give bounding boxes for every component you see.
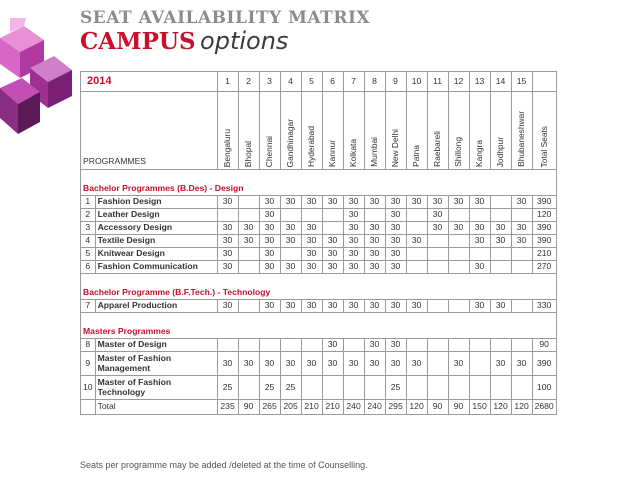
seat-value: 30 [301,235,322,248]
seat-value: 30 [490,222,511,235]
seat-value [511,248,532,261]
programme-row [81,222,557,235]
seat-value [406,222,427,235]
column-number-blank [532,72,556,92]
programme-name: Fashion Design [95,196,217,209]
seat-value [469,352,490,376]
seat-value: 30 [301,222,322,235]
city-header-cell [343,92,364,170]
city-header-label: Bhubaneshwar [516,111,527,167]
programme-total: 390 [532,235,556,248]
seat-value [448,209,469,222]
title-campus: CAMPUS [80,28,196,55]
title-options: options [200,27,289,55]
seat-value: 30 [511,196,532,209]
seat-value: 30 [427,222,448,235]
seat-value [322,376,343,400]
city-header-cell [217,92,238,170]
programme-index: 10 [81,376,96,400]
city-header-label: Patna [411,145,422,167]
seat-value: 30 [259,222,280,235]
programme-row [81,352,557,376]
programmes-label: PROGRAMMES [81,92,218,170]
programme-index: 9 [81,352,96,376]
seat-value: 30 [469,196,490,209]
seat-value [490,248,511,261]
city-header-label: Kannur [327,139,338,167]
city-header-cell [301,92,322,170]
city-header-label: Bhopal [243,140,254,167]
city-header-label: Mumbai [369,137,380,167]
seat-value [490,261,511,274]
seat-value: 30 [490,235,511,248]
seat-value [511,339,532,352]
seat-value: 30 [406,235,427,248]
column-total: 265 [259,400,280,415]
seat-value: 30 [490,352,511,376]
seat-value [217,209,238,222]
seat-value [238,248,259,261]
seat-value [280,248,301,261]
column-total: 90 [238,400,259,415]
seat-value: 30 [280,261,301,274]
seat-value: 30 [385,261,406,274]
seat-value: 30 [406,300,427,313]
seat-value [511,300,532,313]
seat-value: 30 [238,235,259,248]
programme-row [81,261,557,274]
seat-value: 30 [280,235,301,248]
programme-index: 6 [81,261,96,274]
seat-value: 30 [469,300,490,313]
seat-value: 30 [385,209,406,222]
column-number: 1 [217,72,238,92]
seat-value: 25 [385,376,406,400]
seat-value: 30 [364,261,385,274]
seat-value [490,376,511,400]
seat-value: 30 [364,235,385,248]
city-header-cell [469,92,490,170]
seat-value [406,209,427,222]
seat-value [448,300,469,313]
column-total: 120 [406,400,427,415]
seat-value [511,261,532,274]
seat-value: 30 [364,248,385,261]
seat-value: 30 [385,339,406,352]
seat-value: 30 [217,222,238,235]
city-header-label: Chennai [264,135,275,167]
seat-value [364,376,385,400]
seat-value [511,209,532,222]
seat-value: 30 [280,300,301,313]
seat-matrix-table [80,71,557,415]
page-title [80,27,288,55]
seat-value [448,261,469,274]
seat-value: 30 [448,352,469,376]
city-header-label: Jodhpur [495,136,506,167]
column-total: 240 [343,400,364,415]
seat-value: 30 [217,196,238,209]
seat-value: 30 [322,196,343,209]
seat-value [343,376,364,400]
programme-name: Master of Fashion Management [95,352,217,376]
seat-value: 30 [280,196,301,209]
programme-row [81,209,557,222]
programme-row [81,300,557,313]
city-header-label: Kolkata [348,139,359,167]
city-header-cell [259,92,280,170]
seat-value: 30 [427,209,448,222]
seat-value: 30 [385,235,406,248]
programme-row [81,235,557,248]
seat-value: 30 [511,352,532,376]
grand-total: 2680 [532,400,556,415]
seat-value [469,376,490,400]
seat-value: 30 [406,352,427,376]
seat-value: 30 [343,209,364,222]
total-row [81,400,557,415]
city-header-cell [385,92,406,170]
seat-value: 30 [322,261,343,274]
programme-index: 7 [81,300,96,313]
seat-value: 30 [259,352,280,376]
programme-total: 210 [532,248,556,261]
column-total: 90 [448,400,469,415]
programme-row [81,248,557,261]
section-header-row [81,274,557,300]
seat-value: 30 [259,196,280,209]
city-header-cell [490,92,511,170]
seat-value: 30 [217,352,238,376]
seat-value [301,339,322,352]
seat-value: 30 [259,235,280,248]
seat-value: 30 [469,235,490,248]
seat-value [238,376,259,400]
programme-index: 1 [81,196,96,209]
seat-value [469,339,490,352]
year-label: 2014 [81,72,218,92]
column-total: 205 [280,400,301,415]
column-total: 120 [490,400,511,415]
programme-index: 4 [81,235,96,248]
seat-value [238,261,259,274]
seat-value [322,209,343,222]
programme-name: Textile Design [95,235,217,248]
city-header-label: Bengaluru [222,128,233,167]
column-number: 12 [448,72,469,92]
seat-value [490,209,511,222]
seat-value: 30 [343,300,364,313]
programme-index: 2 [81,209,96,222]
section-title: Masters Programmes [81,313,557,339]
seat-value [427,248,448,261]
column-number: 4 [280,72,301,92]
seat-value: 30 [385,196,406,209]
seat-value: 30 [217,248,238,261]
footnote: Seats per programme may be added /deleted at the time of Counselling. [80,460,368,470]
seat-value [448,248,469,261]
seat-value: 30 [217,300,238,313]
seat-value [448,235,469,248]
seat-value: 30 [301,248,322,261]
column-number: 9 [385,72,406,92]
column-number: 15 [511,72,532,92]
programme-name: Fashion Communication [95,261,217,274]
city-header-cell [427,92,448,170]
programme-row [81,196,557,209]
section-title: Bachelor Programmes (B.Des) - Design [81,170,557,196]
seat-value [490,339,511,352]
seat-value [322,222,343,235]
section-title: Bachelor Programme (B.F.Tech.) - Technology [81,274,557,300]
seat-value: 30 [217,261,238,274]
column-total: 295 [385,400,406,415]
programme-total: 120 [532,209,556,222]
seat-value: 30 [364,300,385,313]
column-total: 210 [301,400,322,415]
seat-value: 30 [448,222,469,235]
seat-value [406,339,427,352]
seat-value [427,376,448,400]
programme-name: Apparel Production [95,300,217,313]
seat-value [259,339,280,352]
seat-value: 30 [301,261,322,274]
seat-value [301,376,322,400]
column-number: 10 [406,72,427,92]
seat-value: 30 [322,352,343,376]
city-header-cell [322,92,343,170]
seat-value: 30 [427,196,448,209]
seat-value: 30 [364,339,385,352]
seat-value [406,261,427,274]
column-number: 6 [322,72,343,92]
seat-value [406,248,427,261]
seat-value: 30 [406,196,427,209]
seat-value: 30 [259,261,280,274]
programme-total: 330 [532,300,556,313]
seat-value: 30 [238,222,259,235]
city-header-label: Kangra [474,139,485,167]
seat-value: 30 [343,222,364,235]
programme-name: Master of Fashion Technology [95,376,217,400]
seat-value [427,261,448,274]
programme-name: Accessory Design [95,222,217,235]
programme-total: 270 [532,261,556,274]
city-header-label: Hyderabad [306,126,317,167]
seat-value: 30 [364,352,385,376]
seat-value: 30 [343,235,364,248]
column-number: 14 [490,72,511,92]
column-total: 90 [427,400,448,415]
seat-value [238,209,259,222]
seat-value: 30 [217,235,238,248]
programme-index: 3 [81,222,96,235]
seat-value: 30 [301,196,322,209]
seat-value: 30 [364,222,385,235]
seat-value: 30 [280,222,301,235]
seat-value: 30 [259,248,280,261]
total-row-label: Total [95,400,217,415]
seat-value: 30 [364,196,385,209]
seat-value [427,352,448,376]
city-header-label: New Delhi [390,128,401,167]
programme-name: Master of Design [95,339,217,352]
seat-value [238,300,259,313]
seat-value: 30 [448,196,469,209]
column-number: 3 [259,72,280,92]
column-total: 120 [511,400,532,415]
programme-total: 390 [532,196,556,209]
seat-value [280,339,301,352]
seat-value [469,209,490,222]
seat-value: 30 [385,300,406,313]
column-number: 11 [427,72,448,92]
seat-value: 30 [238,352,259,376]
column-number: 5 [301,72,322,92]
total-row-blank [81,400,96,415]
seat-value [448,376,469,400]
total-seats-header-label: Total Seats [538,125,549,167]
programme-total: 90 [532,339,556,352]
programme-index: 8 [81,339,96,352]
city-header-cell [406,92,427,170]
column-number: 8 [364,72,385,92]
seat-value [301,209,322,222]
programme-name: Leather Design [95,209,217,222]
city-header-label: Gandhinagar [285,118,296,167]
seat-value [364,209,385,222]
city-header-label: Shillong [453,137,464,167]
seat-value [448,339,469,352]
section-header-row [81,313,557,339]
seat-value [427,235,448,248]
seat-value: 30 [343,196,364,209]
programme-total: 100 [532,376,556,400]
city-header-cell [238,92,259,170]
seat-value: 30 [511,222,532,235]
city-header-cell [280,92,301,170]
programme-row [81,339,557,352]
city-header-label: Raebareli [432,131,443,167]
seat-value: 30 [259,209,280,222]
seat-value [343,339,364,352]
header-number-row [81,72,557,92]
seat-value: 30 [385,222,406,235]
header-city-row [81,92,557,170]
seat-value: 30 [469,261,490,274]
decorative-cubes-graphic [0,18,72,148]
seat-value: 30 [385,248,406,261]
programme-index: 5 [81,248,96,261]
seat-value: 25 [259,376,280,400]
seat-value: 30 [322,235,343,248]
programme-total: 390 [532,222,556,235]
seat-value: 30 [322,248,343,261]
seat-value: 30 [343,261,364,274]
city-header-cell [448,92,469,170]
seat-value [490,196,511,209]
seat-value [406,376,427,400]
seat-value: 30 [259,300,280,313]
seat-value: 25 [280,376,301,400]
seat-value [427,339,448,352]
city-header-cell [511,92,532,170]
seat-value: 30 [280,352,301,376]
seat-value [511,376,532,400]
column-number: 13 [469,72,490,92]
seat-value: 30 [343,248,364,261]
programme-row [81,376,557,400]
column-total: 150 [469,400,490,415]
seat-value [469,248,490,261]
column-total: 210 [322,400,343,415]
programme-total: 390 [532,352,556,376]
seat-value: 30 [343,352,364,376]
seat-value [427,300,448,313]
city-header-cell [364,92,385,170]
seat-value [280,209,301,222]
column-number: 2 [238,72,259,92]
column-total: 235 [217,400,238,415]
seat-value: 30 [301,300,322,313]
section-header-row [81,170,557,196]
total-seats-header-cell [532,92,556,170]
seat-value: 30 [385,352,406,376]
seat-value: 30 [301,352,322,376]
seat-value [217,339,238,352]
column-number: 7 [343,72,364,92]
seat-value: 30 [322,300,343,313]
seat-value [238,339,259,352]
seat-value: 30 [511,235,532,248]
seat-value [238,196,259,209]
seat-value: 30 [322,339,343,352]
seat-value: 30 [469,222,490,235]
seat-value: 30 [490,300,511,313]
page-subtitle: SEAT AVAILABILITY MATRIX [80,8,371,28]
seat-value: 25 [217,376,238,400]
column-total: 240 [364,400,385,415]
programme-name: Knitwear Design [95,248,217,261]
